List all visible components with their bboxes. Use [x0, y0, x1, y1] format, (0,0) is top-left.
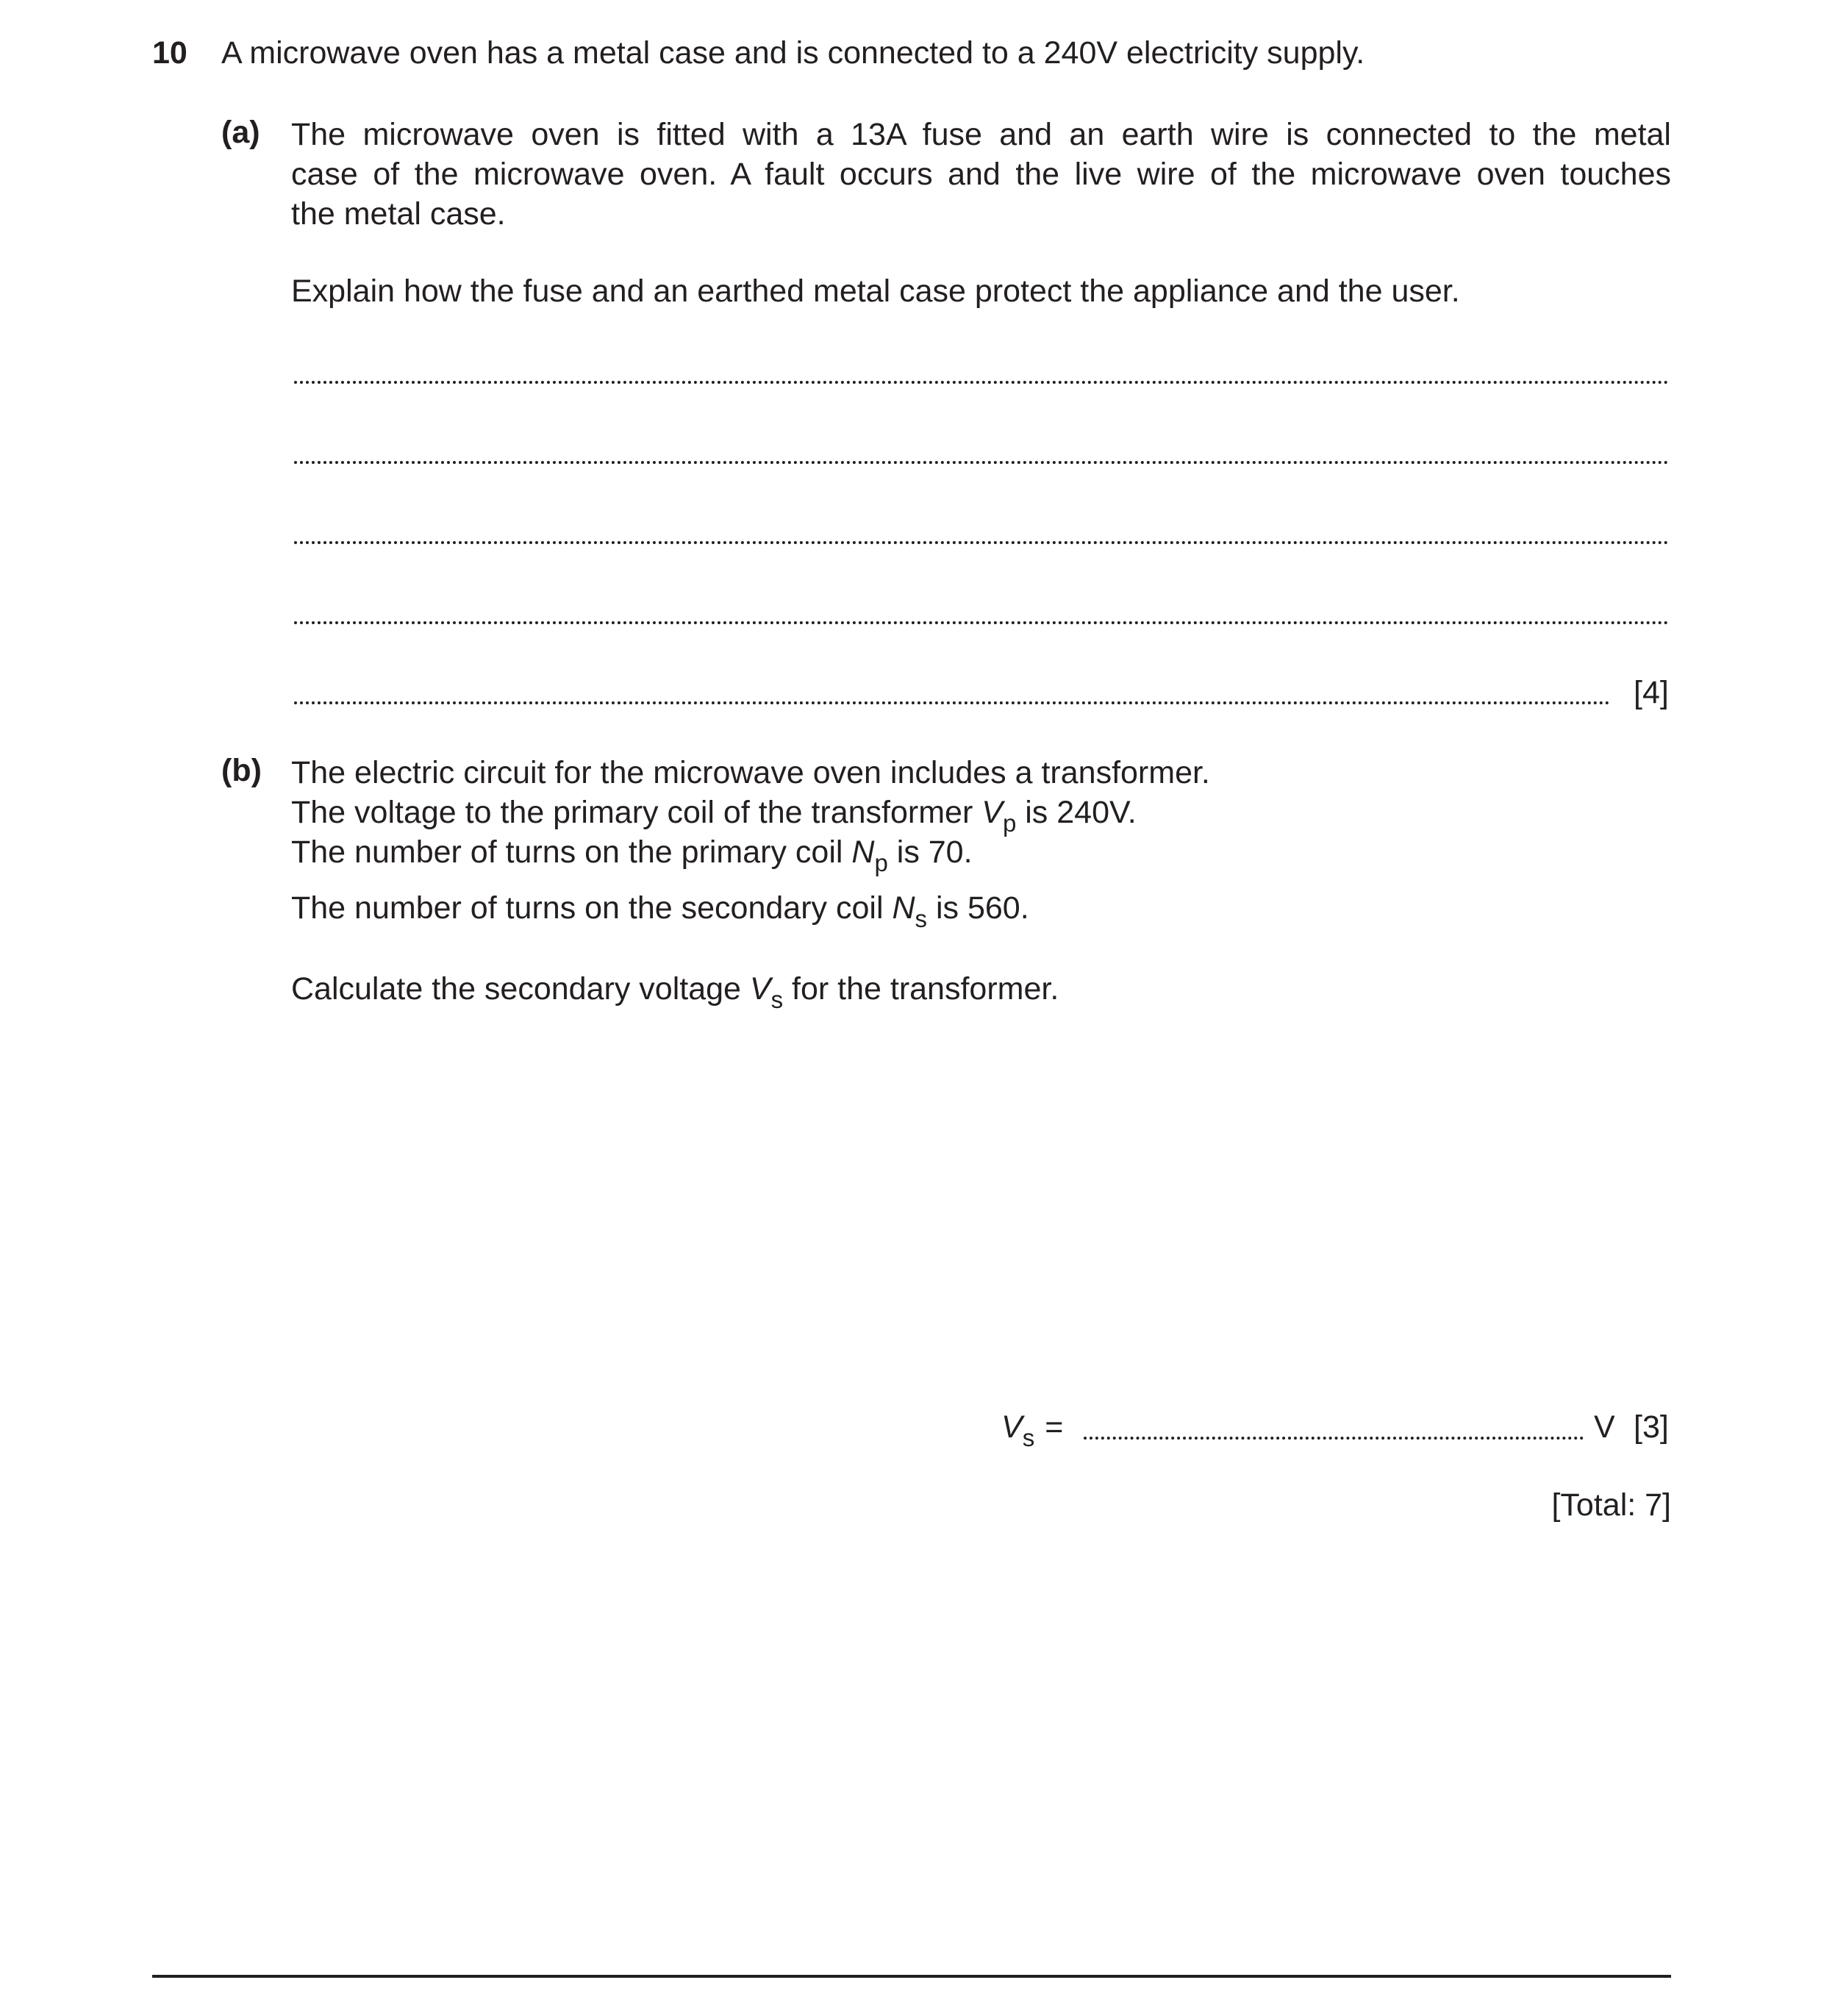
text: The number of turns on the primary coil [291, 834, 852, 870]
part-a-text [291, 115, 1671, 234]
answer-field[interactable] [1084, 1437, 1584, 1440]
subscript: s [770, 986, 784, 1013]
part-b-line-4 [291, 888, 1029, 932]
answer-line[interactable] [294, 701, 1610, 704]
equals-sign: = [1045, 1409, 1064, 1445]
text: is 560. [927, 890, 1029, 926]
part-b-line-2 [291, 793, 1137, 837]
answer-line[interactable] [294, 541, 1669, 544]
text: The voltage to the primary coil of the transformer [291, 795, 982, 830]
subscript: p [874, 849, 888, 876]
answer-line[interactable] [294, 621, 1669, 624]
symbol-v: V [981, 795, 1003, 830]
part-a-label: (a) [221, 115, 260, 150]
symbol-n: N [892, 890, 915, 926]
subscript: s [1022, 1424, 1035, 1451]
subscript: s [915, 905, 928, 932]
symbol-v: V [749, 971, 771, 1007]
part-b-line-1: The electric circuit for the microwave oven includes a transformer. [291, 755, 1210, 790]
text: is 70. [887, 834, 973, 870]
part-a-text-line: the metal case. [291, 196, 506, 232]
answer-line[interactable] [294, 461, 1669, 464]
subscript: p [1002, 809, 1017, 837]
question-stem: A microwave oven has a metal case and is connected to a 240V electricity supply. [221, 35, 1365, 71]
part-b-marks: [3] [1634, 1409, 1669, 1445]
part-a-text-line: The microwave oven is fitted with a 13A fuse and an earth wire is connected to the metal [291, 117, 1671, 152]
total-marks: [Total: 7] [1551, 1487, 1671, 1523]
symbol-v: V [1001, 1409, 1023, 1445]
answer-unit: V [1594, 1409, 1615, 1445]
part-b-line-3 [291, 832, 973, 876]
text: Calculate the secondary voltage [291, 971, 750, 1007]
part-a-instruction: Explain how the fuse and an earthed metal case protect the appliance and the user. [291, 274, 1460, 309]
part-a-text-line: case of the microwave oven. A fault occurs and the live wire of the microwave oven touches [291, 157, 1671, 192]
part-a-marks: [4] [1634, 675, 1669, 710]
part-b-label: (b) [221, 753, 262, 788]
answer-label [1001, 1407, 1064, 1451]
symbol-n: N [851, 834, 875, 870]
page-bottom-rule [152, 1975, 1671, 1978]
text: for the transformer. [783, 971, 1059, 1007]
question-number: 10 [152, 35, 187, 71]
text: The number of turns on the secondary coil [291, 890, 893, 926]
answer-line[interactable] [294, 381, 1669, 384]
part-b-instruction [291, 969, 1059, 1013]
text: is 240V. [1016, 795, 1137, 830]
